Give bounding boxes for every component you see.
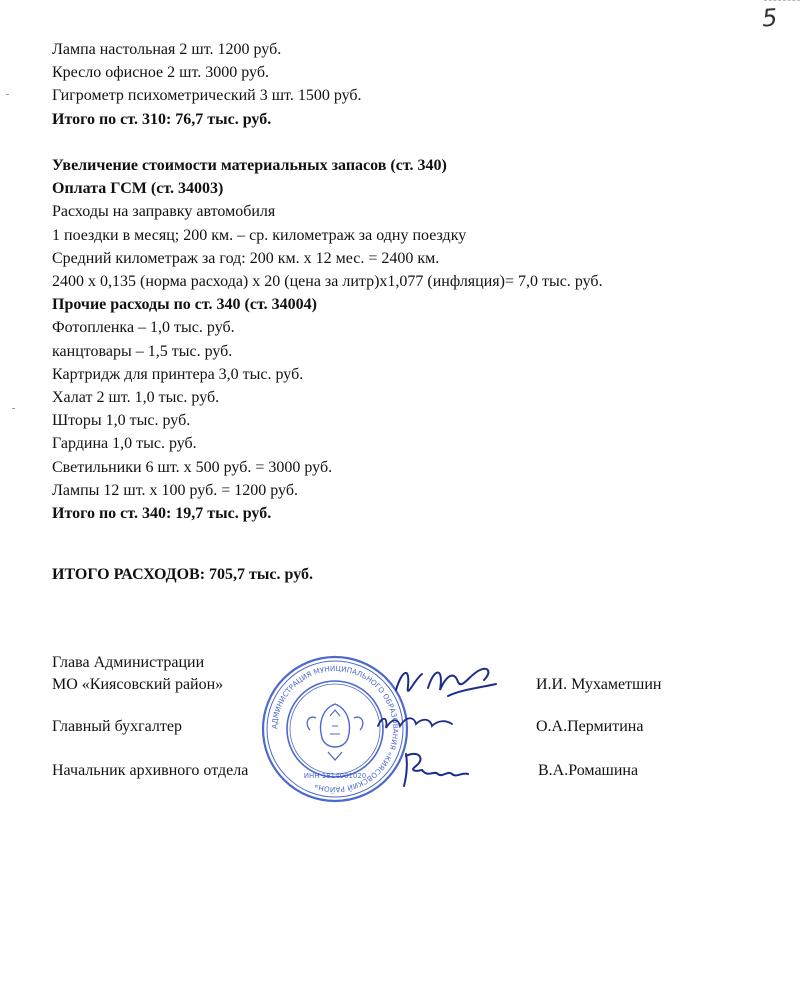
signatory-1-name: И.И. Мухаметшин bbox=[536, 676, 662, 693]
text-line: Халат 2 шт. 1,0 тыс. руб. bbox=[52, 389, 220, 407]
signature-1 bbox=[388, 660, 508, 710]
heading-line: Итого по ст. 310: 76,7 тыс. руб. bbox=[52, 110, 272, 128]
text-line: Гардина 1,0 тыс. руб. bbox=[52, 435, 197, 453]
signatory-2-role: Главный бухгалтер bbox=[52, 718, 182, 735]
signature-3 bbox=[396, 748, 476, 790]
scan-speck bbox=[12, 408, 15, 409]
signatory-2-name: О.А.Пермитина bbox=[536, 718, 644, 735]
text-line: Картридж для принтера 3,0 тыс. руб. bbox=[52, 365, 304, 383]
text-line: Гигрометр психометрический 3 шт. 1500 руб. bbox=[52, 87, 362, 105]
signatory-1-role-line1: Глава Администрации bbox=[52, 654, 205, 671]
text-line: Фотопленка – 1,0 тыс. руб. bbox=[52, 319, 235, 337]
heading-line: Оплата ГСМ (ст. 34003) bbox=[52, 180, 224, 198]
scan-speck bbox=[6, 94, 9, 95]
text-line: Шторы 1,0 тыс. руб. bbox=[52, 412, 191, 430]
heading-line: Прочие расходы по ст. 340 (ст. 34004) bbox=[52, 296, 317, 314]
signatory-1-role-line2: МО «Киясовский район» bbox=[52, 676, 224, 693]
signatory-3-name: В.А.Ромашина bbox=[538, 762, 639, 779]
text-line: Лампа настольная 2 шт. 1200 руб. bbox=[52, 41, 282, 58]
text-line bbox=[52, 131, 752, 154]
text-line: Лампы 12 шт. х 100 руб. = 1200 руб. bbox=[52, 481, 298, 499]
heading-line: Итого по ст. 340: 19,7 тыс. руб. bbox=[52, 505, 272, 523]
grand-total: ИТОГО РАСХОДОВ: 705,7 тыс. руб. bbox=[52, 566, 313, 583]
seal-ring-text: АДМИНИСТРАЦИЯ МУНИЦИПАЛЬНОГО ОБРАЗОВАНИЯ «КИЯСОВСКИЙ РАЙОН» bbox=[269, 663, 401, 795]
document-body bbox=[52, 38, 752, 525]
text-line: Средний километраж за год: 200 км. х 12 мес. = 2400 км. bbox=[52, 249, 440, 267]
signatory-3-role: Начальник архивного отдела bbox=[52, 762, 249, 779]
heading-line: Увеличение стоимости материальных запасов (ст. 340) bbox=[52, 157, 447, 175]
signatory-1-role bbox=[52, 652, 223, 696]
text-line: Кресло офисное 2 шт. 3000 руб. bbox=[52, 64, 269, 82]
text-line: 1 поездки в месяц; 200 км. – ср. километраж за одну поездку bbox=[52, 226, 467, 244]
page-number: 5 bbox=[761, 3, 779, 33]
text-line: канцтовары – 1,5 тыс. руб. bbox=[52, 342, 233, 360]
signature-2 bbox=[372, 708, 462, 738]
seal-inn-text: ИНН 1814001020 bbox=[303, 772, 367, 780]
text-line: 2400 х 0,135 (норма расхода) х 20 (цена за литр)х1,077 (инфляция)= 7,0 тыс. руб. bbox=[52, 273, 603, 291]
text-line: Светильники 6 шт. х 500 руб. = 3000 руб. bbox=[52, 458, 333, 476]
text-line: Расходы на заправку автомобиля bbox=[52, 203, 276, 221]
